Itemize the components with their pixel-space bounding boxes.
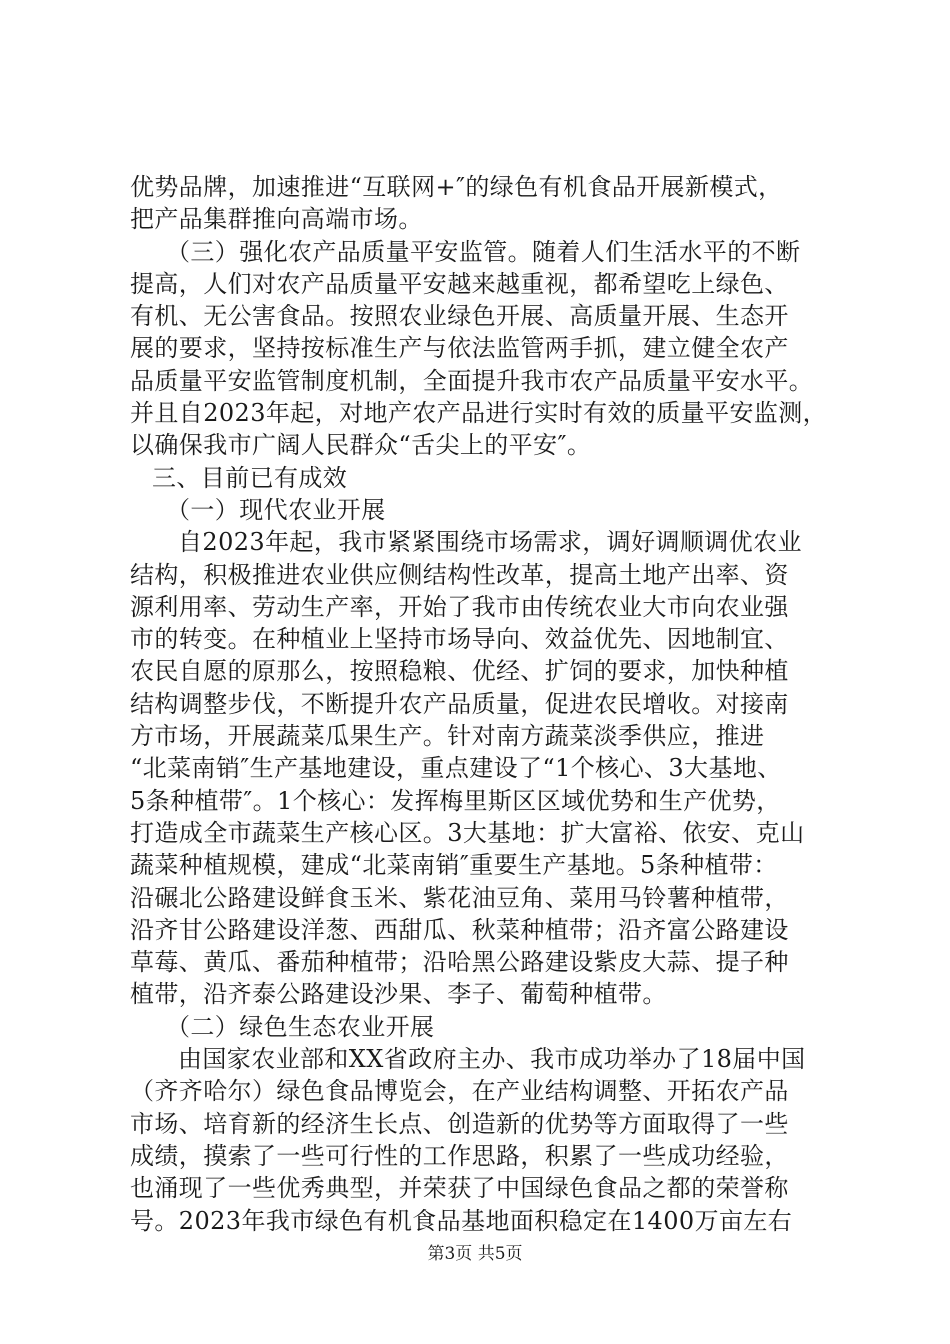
section-heading: 三、目前已有成效 (152, 463, 348, 492)
text-line: 方市场，开展蔬菜瓜果生产。针对南方蔬菜淡季供应，推进 (130, 722, 765, 751)
text-line: 植带，沿齐泰公路建设沙果、李子、葡萄种植带。 (130, 980, 667, 1009)
text-line: 自2023年起，我市紧紧围绕市场需求，调好调顺调优农业 (178, 528, 802, 557)
text-line: 有机、无公害食品。按照农业绿色开展、高质量开展、生态开 (130, 302, 789, 331)
text-line: 市场、培育新的经济生长点、创造新的优势等方面取得了一些 (130, 1109, 789, 1138)
text-line: 结构调整步伐，不断提升农产品质量，促进农民增收。对接南 (130, 689, 789, 718)
text-line: 并且自2023年起，对地产农产品进行实时有效的质量平安监测， (130, 399, 828, 428)
text-line: 以确保我市广阔人民群众“舌尖上的平安″。 (130, 431, 592, 460)
text-line: 源利用率、劳动生产率，开始了我市由传统农业大市向农业强 (130, 592, 789, 621)
text-line: 蔬菜种植规模，建成“北菜南销″重要生产基地。5条种植带： (130, 851, 778, 880)
document-body (130, 171, 830, 1237)
text-line: 由国家农业部和XX省政府主办、我市成功举办了18届中国 (178, 1045, 806, 1074)
text-line: 展的要求，坚持按标准生产与依法监管两手抓，建立健全农产 (130, 334, 789, 363)
subsection-heading: （二）绿色生态农业开展 (166, 1012, 435, 1041)
text-line: 品质量平安监管制度机制，全面提升我市农产品质量平安水平。 (130, 366, 814, 395)
text-line: 号。2023年我市绿色有机食品基地面积稳定在1400万亩左右 (130, 1206, 793, 1235)
text-line: （齐齐哈尔）绿色食品博览会，在产业结构调整、开拓农产品 (130, 1077, 789, 1106)
text-line: 成绩，摸索了一些可行性的工作思路，积累了一些成功经验， (130, 1141, 789, 1170)
text-line: 农民自愿的原那么，按照稳粮、优经、扩饲的要求，加快种植 (130, 657, 789, 686)
text-line: 5条种植带″。1个核心：发挥梅里斯区区域优势和生产优势， (130, 786, 781, 815)
paragraph-heading: （三）强化农产品质量平安监管。随着人们生活水平的不断 (166, 237, 801, 266)
text-line: 沿碾北公路建设鲜食玉米、紫花油豆角、菜用马铃薯种植带， (130, 883, 789, 912)
text-line: 市的转变。在种植业上坚持市场导向、效益优先、因地制宜、 (130, 625, 789, 654)
text-line: 也涌现了一些优秀典型，并荣获了中国绿色食品之都的荣誉称 (130, 1174, 789, 1203)
text-line: “北菜南销″生产基地建设，重点建设了“1个核心、3大基地、 (130, 754, 782, 783)
text-line: 提高，人们对农产品质量平安越来越重视，都希望吃上绿色、 (130, 269, 789, 298)
subsection-heading: （一）现代农业开展 (166, 495, 386, 524)
text-line: 打造成全市蔬菜生产核心区。3大基地：扩大富裕、依安、克山 (130, 818, 805, 847)
page-number-footer: 第3页 共5页 (427, 1244, 523, 1264)
text-line: 优势品牌，加速推进“互联网+″的绿色有机食品开展新模式， (130, 173, 783, 201)
text-line: 结构，积极推进农业供应侧结构性改革，提高土地产出率、资 (130, 560, 789, 589)
text-line: 草莓、黄瓜、番茄种植带；沿哈黑公路建设紫皮大蒜、提子种 (130, 948, 789, 977)
text-line: 沿齐甘公路建设洋葱、西甜瓜、秋菜种植带；沿齐富公路建设 (130, 915, 789, 944)
text-line: 把产品集群推向高端市场。 (130, 205, 423, 234)
